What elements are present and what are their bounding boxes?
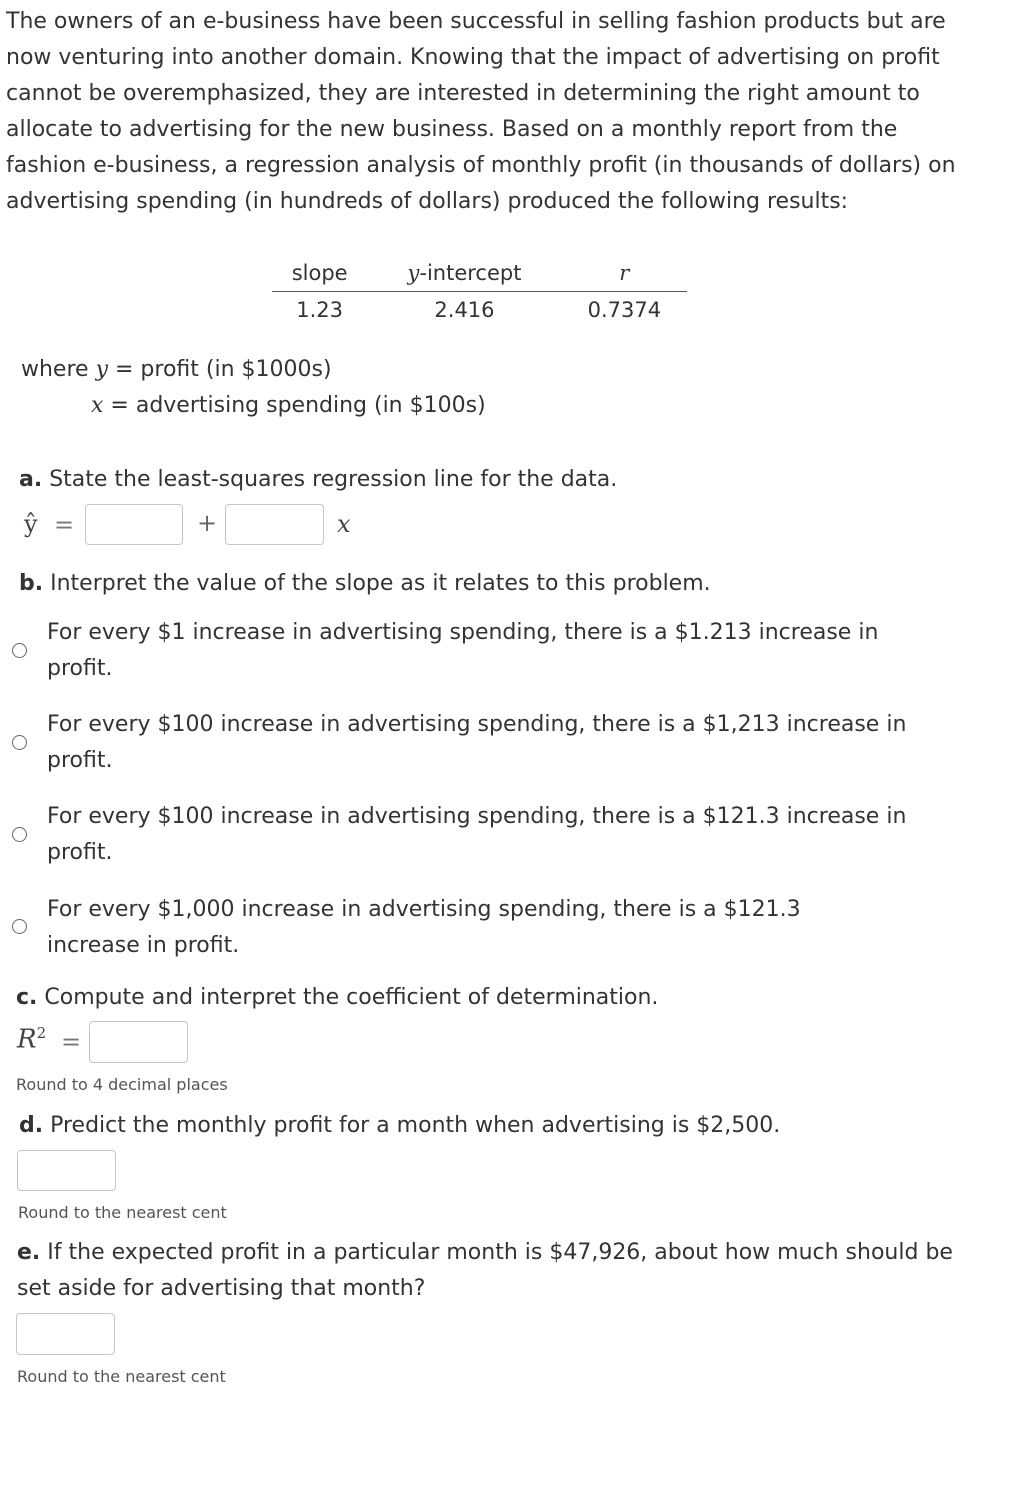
table-header-row (272, 255, 687, 292)
value-r: 0.7374 (587, 298, 662, 322)
where-lead: where (21, 357, 96, 382)
where-y-def: = profit (in $1000s) (108, 357, 332, 382)
where-y-definition (21, 352, 332, 388)
r-exponent: 2 (36, 1024, 47, 1042)
problem-intro: The owners of an e-business have been successful in selling fashion products but are now venturing into another domain. Knowing that the impact of advertising on profit cannot be overemphasized, they are interested in determining the right amount to allocate to advertising for the new business. Based on a monthly report from the fashion e-business, a regression analysis of monthly profit (in thousands of dollars) on advertising spending (in hundreds of dollars) produced the following results: (6, 9, 956, 214)
header-y-var: y (407, 261, 420, 285)
value-slope: 1.23 (296, 298, 344, 322)
where-x-var: x (91, 393, 104, 418)
intercept-input[interactable] (85, 504, 183, 545)
y-hat-symbol: ŷ (24, 510, 38, 538)
part-b-question (19, 566, 711, 602)
option-3-label[interactable]: For every $100 increase in advertising spending, there is a $121.3 increase in profit. (47, 804, 907, 865)
value-intercept: 2.416 (434, 298, 495, 322)
regression-results-table (272, 255, 687, 328)
part-a-text: State the least-squares regression line for the data. (42, 467, 618, 492)
table-row (272, 292, 687, 329)
part-e-hint: Round to the nearest cent (17, 1367, 226, 1386)
r-squared-equals: = (61, 1028, 82, 1056)
header-y-intercept (367, 255, 561, 292)
part-c-hint: Round to 4 decimal places (16, 1075, 228, 1094)
plus-sign: + (197, 509, 218, 537)
option-2-label[interactable]: For every $100 increase in advertising spending, there is a $1,213 increase in profit. (47, 712, 907, 773)
where-x-definition (91, 388, 486, 424)
part-d-text: Predict the monthly profit for a month when advertising is $2,500. (43, 1113, 781, 1138)
part-a-letter: a. (19, 467, 43, 492)
part-c-letter: c. (16, 985, 38, 1010)
header-r-var: r (619, 261, 630, 285)
part-d-question (19, 1108, 780, 1144)
part-d-letter: d. (19, 1113, 44, 1138)
header-slope: slope (272, 255, 367, 292)
part-c-question (16, 980, 658, 1016)
option-4-radio[interactable] (12, 919, 27, 934)
part-a-question (19, 462, 617, 498)
option-1-label[interactable]: For every $1 increase in advertising spending, there is a $1.213 increase in profit. (47, 620, 879, 681)
r-letter: R (17, 1024, 37, 1055)
x-variable: x (337, 510, 351, 538)
part-e-letter: e. (17, 1240, 41, 1265)
part-b-text: Interpret the value of the slope as it relates to this problem. (43, 571, 711, 596)
part-e-question (17, 1235, 977, 1307)
part-c-text: Compute and interpret the coefficient of determination. (37, 985, 659, 1010)
part-e-text: If the expected profit in a particular month is $47,926, about how much should be set aside for advertising that month? (17, 1240, 953, 1301)
r-squared-input[interactable] (89, 1021, 188, 1063)
profit-prediction-input[interactable] (17, 1150, 116, 1191)
header-intercept-label: -intercept (419, 261, 522, 285)
option-3-radio[interactable] (12, 827, 27, 842)
part-d-hint: Round to the nearest cent (18, 1203, 227, 1222)
where-y-var: y (95, 357, 108, 382)
equals-sign: = (54, 511, 75, 539)
option-4-label[interactable]: For every $1,000 increase in advertising spending, there is a $121.3 increase in profit. (47, 897, 801, 958)
part-b-letter: b. (19, 571, 44, 596)
header-r (562, 255, 687, 292)
option-2-radio[interactable] (12, 735, 27, 750)
option-1-radio[interactable] (12, 643, 27, 658)
r-squared-symbol (17, 1024, 46, 1055)
slope-input[interactable] (225, 504, 324, 545)
where-x-def: = advertising spending (in $100s) (103, 393, 486, 418)
advertising-input[interactable] (16, 1313, 115, 1355)
